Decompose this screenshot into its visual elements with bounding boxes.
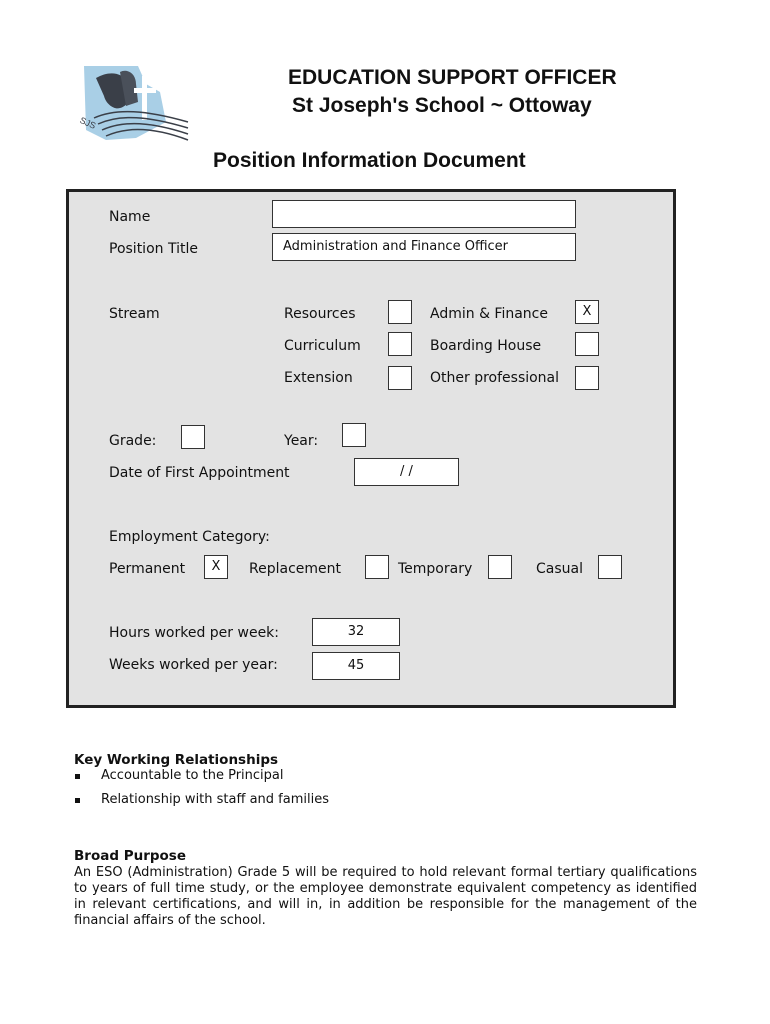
position-title-field[interactable]: Administration and Finance Officer	[272, 233, 576, 261]
school-logo	[76, 62, 194, 152]
bullet-icon	[75, 798, 80, 803]
stream-option-label: Extension	[284, 370, 353, 386]
stream-extension-checkbox[interactable]	[388, 366, 412, 390]
stream-option-label: Boarding House	[430, 338, 542, 354]
stream-option-label: Other professional	[430, 370, 560, 386]
school-name: St Joseph's School ~ Ottoway	[292, 94, 592, 117]
grade-field[interactable]	[181, 425, 205, 449]
stream-boarding-house-checkbox[interactable]	[575, 332, 599, 356]
key-relationships-heading: Key Working Relationships	[74, 752, 279, 768]
stream-other-professional-checkbox[interactable]	[575, 366, 599, 390]
employment-option-label: Temporary	[398, 561, 473, 577]
hours-per-week-field[interactable]: 32	[312, 618, 400, 646]
grade-label: Grade:	[109, 433, 157, 449]
stream-option-label: Resources	[284, 306, 356, 322]
temporary-checkbox[interactable]	[488, 555, 512, 579]
name-label: Name	[109, 209, 151, 225]
stream-admin-finance-checkbox[interactable]: X	[575, 300, 599, 324]
logo-monogram: SJS	[78, 115, 98, 131]
hours-per-week-label: Hours worked per week:	[109, 625, 280, 641]
year-label: Year:	[284, 433, 319, 449]
document-title: Position Information Document	[213, 149, 526, 172]
stream-option-label: Curriculum	[284, 338, 361, 354]
employment-option-label: Replacement	[249, 561, 341, 577]
position-title-label: Position Title	[109, 241, 198, 257]
broad-purpose-heading: Broad Purpose	[74, 848, 186, 864]
stream-label: Stream	[109, 306, 160, 322]
name-field[interactable]	[272, 200, 576, 228]
stream-resources-checkbox[interactable]	[388, 300, 412, 324]
page-title: EDUCATION SUPPORT OFFICER	[288, 66, 617, 89]
list-item: Accountable to the Principal	[101, 768, 284, 783]
year-field[interactable]	[342, 423, 366, 447]
permanent-checkbox[interactable]: X	[204, 555, 228, 579]
replacement-checkbox[interactable]	[365, 555, 389, 579]
stream-curriculum-checkbox[interactable]	[388, 332, 412, 356]
first-appointment-label: Date of First Appointment	[109, 465, 290, 481]
employment-category-label: Employment Category:	[109, 529, 270, 545]
weeks-per-year-label: Weeks worked per year:	[109, 657, 278, 673]
weeks-per-year-field[interactable]: 45	[312, 652, 400, 680]
casual-checkbox[interactable]	[598, 555, 622, 579]
broad-purpose-text: An ESO (Administration) Grade 5 will be required to hold relevant formal tertiary qualifications to years of full time study, or the employee demonstrate equivalent competency as identified in relevant certifications, and will in, in addition be responsible for the management of the financial affairs of the school.	[74, 865, 697, 928]
employment-option-label: Casual	[536, 561, 583, 577]
bullet-icon	[75, 774, 80, 779]
list-item: Relationship with staff and families	[101, 792, 329, 807]
first-appointment-date-field[interactable]: / /	[354, 458, 459, 486]
employment-option-label: Permanent	[109, 561, 186, 577]
stream-option-label: Admin & Finance	[430, 306, 548, 322]
